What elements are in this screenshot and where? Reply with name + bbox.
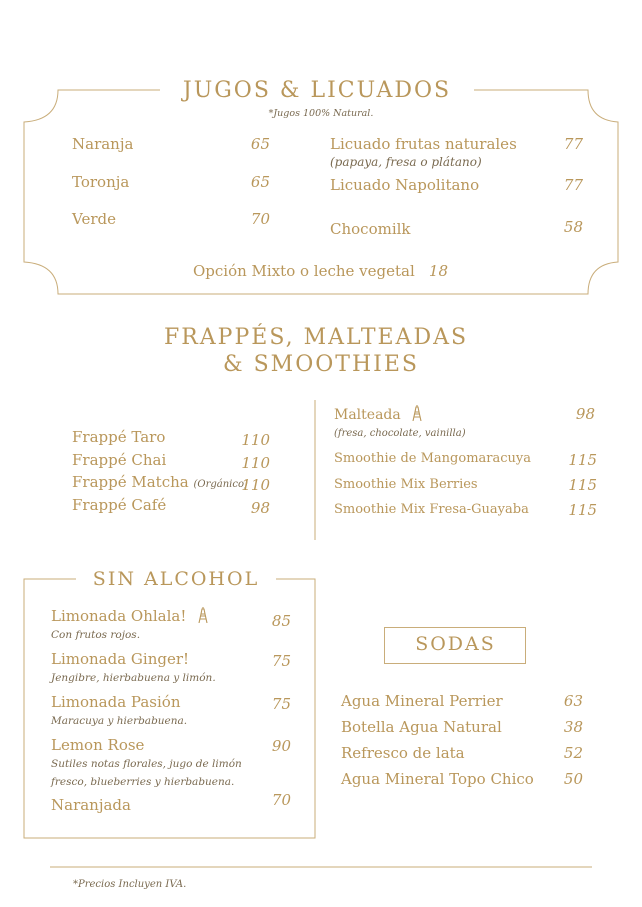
price-limonada-ginger: 75 (271, 652, 291, 670)
price-malteada: 98 (575, 405, 595, 423)
note-limonada-pasion: Maracuya y hierbabuena. (51, 715, 188, 727)
price-limonada-pasion: 75 (271, 695, 291, 713)
price-frappe-cafe: 98 (250, 499, 270, 517)
menu-item-lemon-rose: Lemon Rose (51, 736, 145, 754)
menu-item-frappe-chai: Frappé Chai (72, 451, 167, 469)
price-verde: 70 (250, 210, 270, 228)
menu-item-naranjada: Naranjada (51, 796, 131, 814)
menu-item-limonada-pasion: Limonada Pasión (51, 693, 181, 711)
menu-item-licuado-frutas: Licuado frutas naturales (330, 135, 517, 153)
menu-item-verde: Verde (72, 210, 116, 228)
price-naranja: 65 (250, 135, 270, 153)
frappe-matcha-tag: (Orgánico) (193, 479, 248, 490)
price-licuado-frutas: 77 (563, 135, 583, 153)
menu-item-toronja: Toronja (72, 173, 130, 191)
price-opcion-mixto: 18 (428, 262, 448, 280)
malteada-label: Malteada (334, 407, 401, 423)
menu-item-smoothie-berries: Smoothie Mix Berries (334, 477, 478, 492)
menu-item-smoothie-mango: Smoothie de Mangomaracuya (334, 451, 531, 466)
note-limonada-ohlala: Con frutos rojos. (51, 629, 141, 641)
menu-item-licuado-napolitano: Licuado Napolitano (330, 176, 480, 194)
price-licuado-napolitano: 77 (563, 176, 583, 194)
price-chocomilk: 58 (563, 218, 583, 236)
frappe-matcha-label: Frappé Matcha (72, 473, 189, 491)
price-frappe-taro: 110 (241, 431, 270, 449)
menu-item-frappe-taro: Frappé Taro (72, 428, 166, 446)
sin-alcohol-title: SIN ALCOHOL (92, 568, 260, 590)
menu-item-botella-agua: Botella Agua Natural (341, 718, 502, 736)
note-licuado-frutas: (papaya, fresa o plátano) (330, 155, 482, 169)
price-topo-chico: 50 (563, 770, 583, 788)
menu-item-limonada-ohlala (51, 607, 209, 625)
price-botella-agua: 38 (563, 718, 583, 736)
price-agua-perrier: 63 (563, 692, 583, 710)
menu-item-refresco-lata: Refresco de lata (341, 744, 465, 762)
price-smoothie-berries: 115 (568, 476, 597, 494)
price-frappe-chai: 110 (241, 454, 270, 472)
price-smoothie-mango: 115 (568, 451, 597, 469)
footer-note: *Precios Incluyen IVA. (73, 879, 187, 890)
frappes-title-line1: FRAPPÉS, MALTEADAS (163, 325, 469, 350)
price-refresco-lata: 52 (563, 744, 583, 762)
note-lemon-rose: Sutiles notas florales, jugo de limón (51, 758, 242, 770)
price-frappe-matcha: 110 (241, 476, 270, 494)
jugos-title: JUGOS & LICUADOS (182, 78, 452, 103)
menu-item-frappe-matcha (72, 473, 248, 491)
menu-item-limonada-ginger: Limonada Ginger! (51, 650, 190, 668)
menu-item-topo-chico: Agua Mineral Topo Chico (341, 770, 534, 788)
price-naranjada: 70 (271, 791, 291, 809)
jugos-subtitle: *Jugos 100% Natural. (268, 108, 374, 119)
menu-item-agua-perrier: Agua Mineral Perrier (341, 692, 503, 710)
frappes-title-line2: & SMOOTHIES (223, 352, 419, 377)
menu-item-malteada (334, 405, 423, 423)
menu-item-frappe-cafe: Frappé Café (72, 496, 167, 514)
price-smoothie-fresa-guayaba: 115 (568, 501, 597, 519)
eiffel-tower-icon (411, 405, 423, 421)
note-malteada: (fresa, chocolate, vainilla) (334, 428, 466, 439)
menu-item-smoothie-fresa-guayaba: Smoothie Mix Fresa-Guayaba (334, 502, 529, 517)
price-limonada-ohlala: 85 (271, 612, 291, 630)
price-lemon-rose: 90 (271, 737, 291, 755)
menu-item-naranja: Naranja (72, 135, 134, 153)
note-limonada-ginger: Jengibre, hierbabuena y limón. (51, 672, 216, 684)
eiffel-tower-icon (197, 607, 209, 623)
note-lemon-rose-2: fresco, blueberries y hierbabuena. (51, 776, 235, 788)
sodas-title: SODAS (415, 633, 496, 655)
limonada-ohlala-label: Limonada Ohlala! (51, 607, 187, 625)
menu-item-opcion-mixto: Opción Mixto o leche vegetal (193, 262, 415, 280)
menu-item-chocomilk: Chocomilk (330, 220, 411, 238)
price-toronja: 65 (250, 173, 270, 191)
